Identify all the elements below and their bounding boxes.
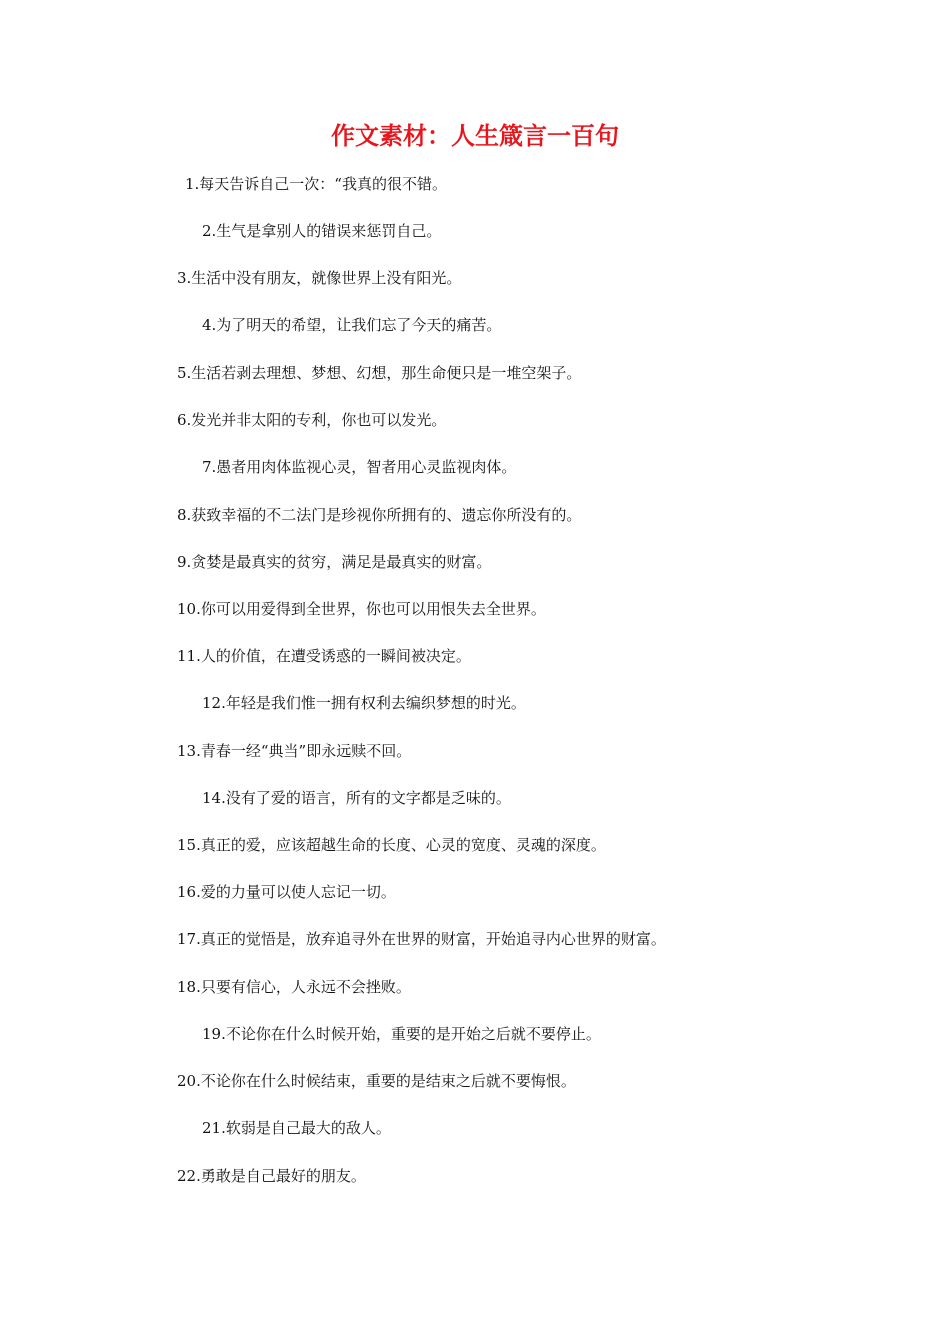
quote-line-14: 14.没有了爱的语言，所有的文字都是乏味的。: [202, 789, 511, 807]
quote-line-9: 9.贪婪是最真实的贫穷，满足是最真实的财富。: [177, 553, 492, 571]
quote-line-4: 4.为了明天的希望，让我们忘了今天的痛苦。: [202, 316, 502, 334]
quote-line-2: 2.生气是拿别人的错误来惩罚自己。: [202, 222, 442, 240]
quote-line-16: 16.爱的力量可以使人忘记一切。: [177, 883, 396, 901]
quote-line-18: 18.只要有信心，人永远不会挫败。: [177, 978, 411, 996]
quote-line-1: 1.每天告诉自己一次：“我真的很不错。: [185, 175, 447, 193]
quote-line-12: 12.年轻是我们惟一拥有权利去编织梦想的时光。: [202, 694, 526, 712]
quote-line-11: 11.人的价值，在遭受诱惑的一瞬间被决定。: [177, 647, 471, 665]
quote-line-7: 7.愚者用肉体监视心灵，智者用心灵监视肉体。: [202, 458, 517, 476]
quote-line-21: 21.软弱是自己最大的敌人。: [202, 1119, 391, 1137]
quote-line-22: 22.勇敢是自己最好的朋友。: [177, 1167, 366, 1185]
quote-line-6: 6.发光并非太阳的专利，你也可以发光。: [177, 411, 447, 429]
quote-line-19: 19.不论你在什么时候开始，重要的是开始之后就不要停止。: [202, 1025, 601, 1043]
quote-line-10: 10.你可以用爱得到全世界，你也可以用恨失去全世界。: [177, 600, 546, 618]
quote-line-5: 5.生活若剥去理想、梦想、幻想，那生命便只是一堆空架子。: [177, 364, 582, 382]
page-title: 作文素材：人生箴言一百句: [331, 122, 619, 150]
quote-line-15: 15.真正的爱，应该超越生命的长度、心灵的宽度、灵魂的深度。: [177, 836, 606, 854]
quote-line-20: 20.不论你在什么时候结束，重要的是结束之后就不要悔恨。: [177, 1072, 576, 1090]
quote-line-17: 17.真正的觉悟是，放弃追寻外在世界的财富，开始追寻内心世界的财富。: [177, 930, 666, 948]
quote-line-8: 8.获致幸福的不二法门是珍视你所拥有的、遗忘你所没有的。: [177, 506, 582, 524]
quote-line-13: 13.青春一经“典当”即永远赎不回。: [177, 742, 412, 760]
quote-line-3: 3.生活中没有朋友，就像世界上没有阳光。: [177, 269, 462, 287]
